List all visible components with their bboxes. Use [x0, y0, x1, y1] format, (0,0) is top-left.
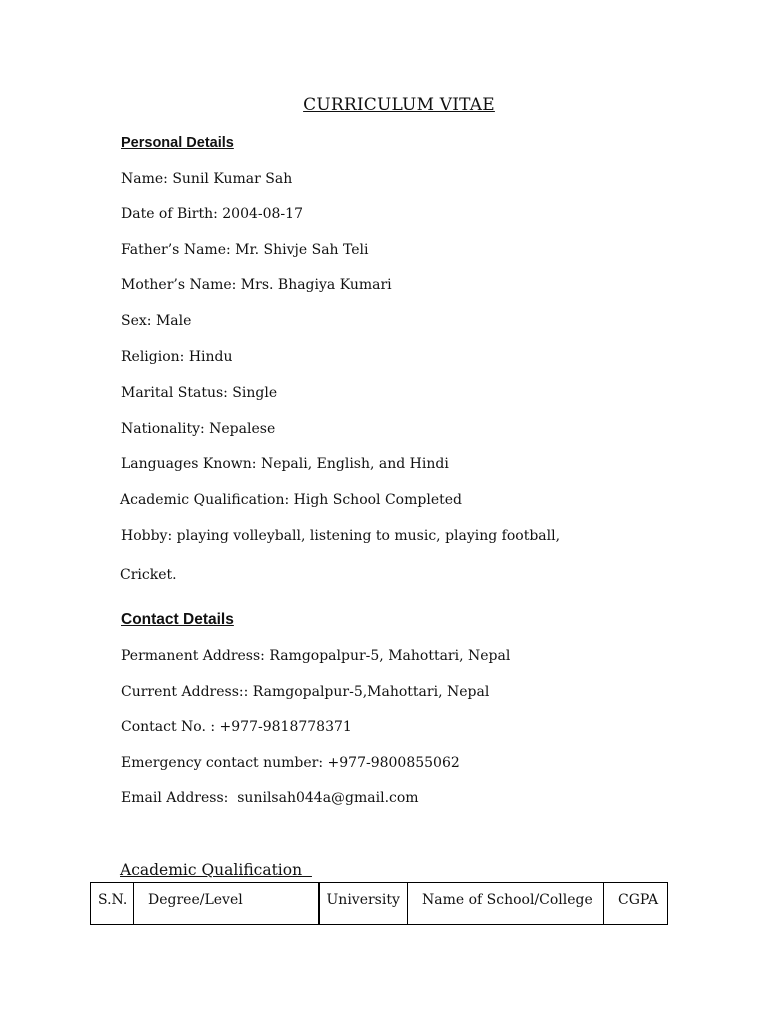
document-title: CURRICULUM VITAE	[303, 95, 495, 115]
academic-qualification-table	[90, 882, 668, 925]
column-header-sn: S.N.	[91, 883, 134, 925]
personal-hobby: Hobby: playing volleyball, listening to music, playing football,	[121, 528, 561, 544]
personal-nationality: Nationality: Nepalese	[121, 421, 276, 437]
column-header-university: University	[319, 883, 408, 925]
personal-hobby-continued: Cricket.	[120, 567, 177, 583]
personal-dob: Date of Birth: 2004-08-17	[121, 206, 303, 222]
contact-emergency-phone: Emergency contact number: +977-9800855062	[121, 755, 460, 771]
personal-languages: Languages Known: Nepali, English, and Hindi	[121, 456, 449, 472]
contact-phone: Contact No. : +977-9818778371	[121, 719, 352, 735]
personal-name: Name: Sunil Kumar Sah	[121, 171, 293, 187]
contact-email: Email Address: sunilsah044a@gmail.com	[121, 790, 419, 806]
academic-qualification-heading: Academic Qualification	[120, 861, 312, 879]
contact-current-address: Current Address:: Ramgopalpur-5,Mahottari, Nepal	[121, 684, 490, 700]
contact-permanent-address: Permanent Address: Ramgopalpur-5, Mahottari, Nepal	[121, 648, 511, 664]
personal-academic-qualification: Academic Qualification: High School Completed	[120, 492, 462, 508]
table-header-row	[91, 883, 668, 925]
personal-father-name: Father’s Name: Mr. Shivje Sah Teli	[121, 242, 369, 258]
contact-details-heading: Contact Details	[121, 611, 234, 628]
column-header-cgpa: CGPA	[604, 883, 668, 925]
column-header-degree: Degree/Level	[134, 883, 319, 925]
personal-religion: Religion: Hindu	[121, 349, 233, 365]
personal-sex: Sex: Male	[121, 313, 192, 329]
personal-details-heading: Personal Details	[121, 135, 234, 151]
column-header-school: Name of School/College	[408, 883, 604, 925]
personal-mother-name: Mother’s Name: Mrs. Bhagiya Kumari	[121, 277, 392, 293]
personal-marital-status: Marital Status: Single	[121, 385, 278, 401]
